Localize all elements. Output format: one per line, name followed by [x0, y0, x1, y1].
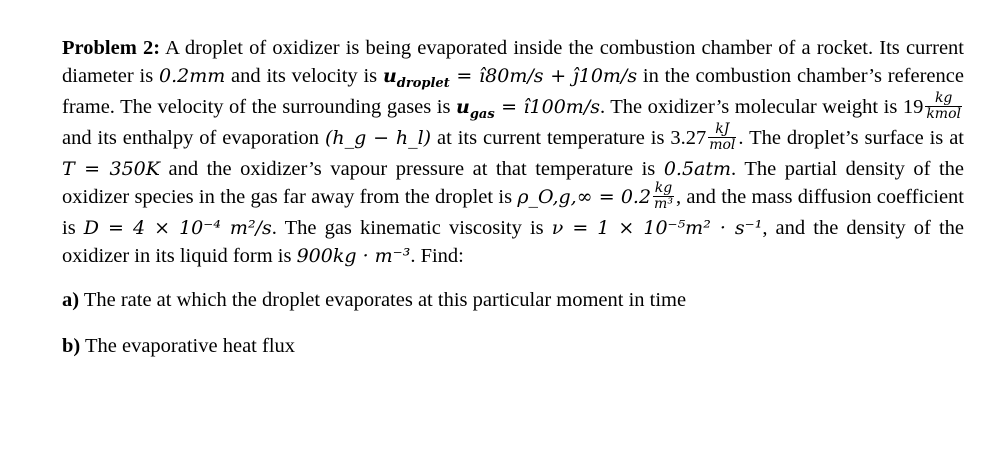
- u-droplet-symbol: u: [382, 65, 397, 88]
- find-text: . Find:: [410, 244, 464, 267]
- question-b-text: The evaporative heat flux: [80, 335, 296, 358]
- hv-unit-denominator: mol: [709, 137, 736, 154]
- rho-unit-denominator: m³: [654, 195, 673, 212]
- u-gas-symbol: u: [455, 96, 470, 119]
- enthalpy-text: and its enthalpy of evaporation: [62, 127, 325, 150]
- enthalpy-symbol: (h_g − h_l): [324, 127, 432, 150]
- intro-text: A droplet of oxidizer is being evaporated inside the combustion chamber of a rocket. Its current diameter is: [62, 37, 964, 88]
- surface-text: . The droplet’s surface is at: [738, 127, 964, 150]
- molecular-weight-unit: [925, 91, 962, 121]
- partial-density-symbol: ρ_O,g,∞ = 0.2: [517, 186, 652, 209]
- hv-unit-numerator: kJ: [708, 122, 736, 138]
- surface-temperature: T = 350K: [62, 157, 160, 180]
- u-gas-subscript: gas: [469, 107, 495, 123]
- rho-unit-numerator: kg: [654, 180, 673, 197]
- molecular-weight-text: . The oxidizer’s molecular weight is 19: [599, 96, 924, 119]
- kinematic-viscosity: ν = 1 × 10⁻⁵m² · s⁻¹: [551, 216, 763, 239]
- u-droplet-value: = î80m/s + ĵ10m/s: [449, 65, 638, 88]
- diffusion-coefficient: D = 4 × 10⁻⁴ m²/s: [83, 216, 272, 239]
- question-a-label: a): [62, 289, 80, 312]
- vapour-text: and the oxidizer’s vapour pressure at that temperature is: [159, 157, 664, 180]
- partial-density-text: . The partial density of the oxidizer species in the gas far away from the droplet is: [62, 157, 965, 209]
- density-text: , and the density of the oxidizer in its liquid form is: [62, 216, 964, 267]
- diameter-value: 0.2mm: [159, 65, 226, 88]
- question-a: [62, 286, 964, 314]
- question-a-text: The rate at which the droplet evaporates at this particular moment in time: [79, 289, 687, 312]
- enthalpy-unit: [708, 122, 736, 152]
- viscosity-text: . The gas kinematic viscosity is: [271, 216, 552, 239]
- problem-heading: Problem 2:: [62, 37, 161, 59]
- partial-density-unit: [653, 181, 674, 211]
- vapour-pressure: 0.5atm: [663, 157, 732, 180]
- question-b: [62, 332, 964, 360]
- liquid-density: 900kg · m⁻³: [296, 244, 411, 267]
- diffusion-text: , and the mass diffusion coefficient is: [62, 186, 964, 239]
- frame-text: in the combustion chamber’s reference frame. The velocity of the surrounding gases is: [62, 65, 964, 119]
- problem-statement: [62, 34, 964, 270]
- velocity-text: and its velocity is: [225, 65, 383, 88]
- mw-unit-denominator: kmol: [926, 106, 961, 123]
- u-gas-value: = î100m/s: [494, 96, 600, 119]
- question-b-label: b): [62, 335, 81, 358]
- problem-document: [62, 34, 964, 361]
- u-droplet-subscript: droplet: [396, 76, 450, 92]
- mw-unit-numerator: kg: [925, 91, 962, 107]
- temperature-text: at its current temperature is 3.27: [431, 127, 707, 150]
